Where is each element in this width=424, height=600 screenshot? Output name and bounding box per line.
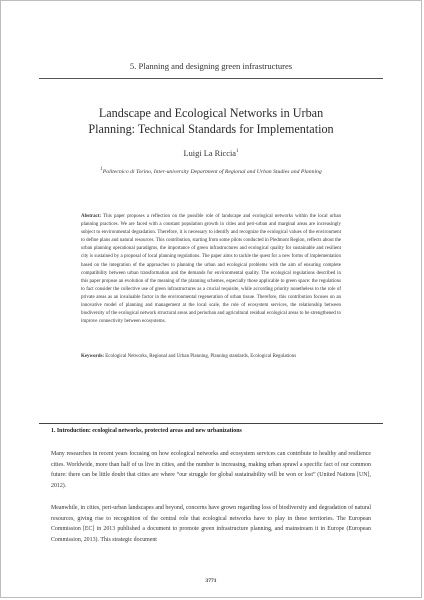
title-line-2: Planning: Technical Standards for Implementation [88,122,334,136]
header-rule [39,78,383,79]
section-title: 1. Introduction: ecological networks, protected areas and new urbanizations [51,428,242,434]
title-line-1: Landscape and Ecological Networks in Urban [98,106,324,120]
author-line [1,149,421,158]
author-name: Luigi La Riccia [183,149,237,158]
paper-title [31,105,391,137]
affiliation-text: Politecnico di Torino, Inter-university Department of Regional and Urban Studies and Planning [102,168,322,175]
abstract-text: This paper proposes a reflection on the possible role of landscape and ecological networks within the local urban planning practices. We are faced with a constant population growth in cities and peri-urban and marginal areas are increasingly subject to environmental degradation. Therefore, it is necessary to identify and recognize the ecological values of the environment to define plans and natural resources. This contribution, starting from some pilots conducted in Piedmont Region, reflects about the urban planning operational paradigms, the importance of green infrastructures and ecological quality for sustainable and resilient city is sustained by a proposal of local planning regulations. The paper aims to tackle the quest for a new forms of implementation based on the integration of the approaches to planning the urban and ecological problems with the aim of ensuring complete compatibility between urban transformation and the demands for environmental quality. The ecological regulations described in this paper propose an evolution of the meaning of the planning schemes, especially those applicable to green space: the regulations to fact consider the collective use of green infrastructures as a crucial requisite, while according priority nonetheless to the role of private areas as an invaluable factor in the environmental regeneration of urban tissue. Therefore, this contribution focuses on an innovative model of planning and management at the local scale, the role of ecosystem services, the relationship between biodiversity of the ecological network structural areas and periurban and agricultural residual ecological areas to be strengthened to improve connectivity between ecosystems. [81,214,341,325]
keywords-label: Keywords: [81,354,105,359]
page-number: 3771 [205,578,217,584]
author-superscript: 1 [236,149,239,155]
abstract-block [81,213,341,326]
affiliation-superscript: 1 [100,167,103,172]
body-paragraph-1: Many researches in recent years focusing on how ecological networks and ecosystem services can contribute to healthy and resilience cities. Worldwide, more than half of us live in cities, and the number is increasing, making urban sprawl a specific fact of our common future: there can be little doubt that cities are where “our struggle for global sustainability will be won or lost” (United Nations [UN], 2012). [51,451,371,489]
keywords-text: Ecological Networks, Regional and Urban Planning, Planning standards, Ecological Regulations [105,354,297,359]
section-header: 5. Planning and designing green infrastructures [129,61,293,71]
abstract-label: Abstract: [81,214,102,219]
keywords-block [81,353,341,361]
section-rule [39,423,383,424]
affiliation-line [21,167,401,175]
body-paragraph-2: Meanwhile, in cities, peri-urban landscapes and beyond, concerns have grown regarding loss of biodiversity and degradation of natural resources, giving rise to recognition of the central role that ecological networks have to play in these territories. The European Commission [EC] in 2013 published a document to promote green infrastructure planning, and mainstream it in Europe (European Commission, 2013). This strategic document [51,505,371,543]
